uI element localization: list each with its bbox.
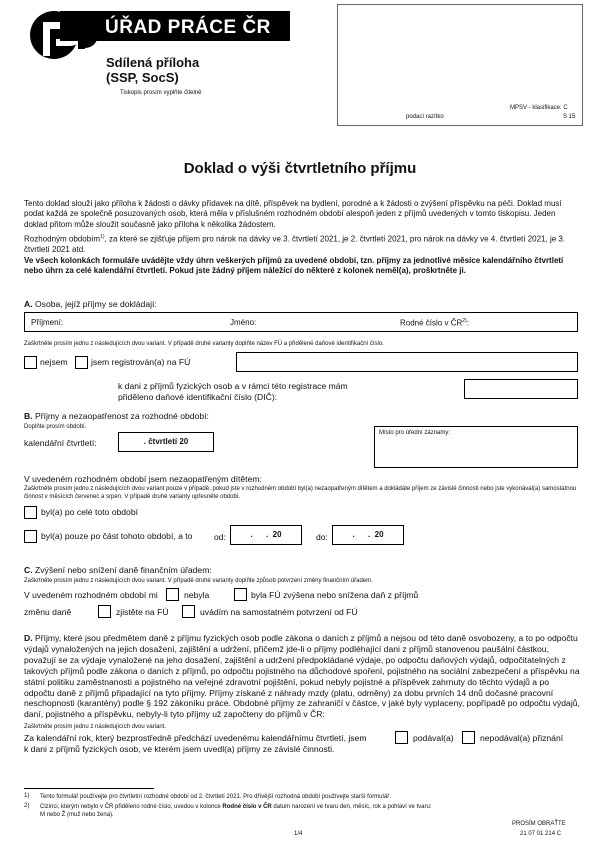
birth-number-colon: :	[466, 318, 469, 328]
not-registered-label: nejsem	[40, 357, 68, 367]
section-c-letter: C.	[24, 565, 33, 575]
part-period-checkbox[interactable]	[24, 530, 37, 543]
person-row	[24, 312, 578, 332]
footnote-2-part-b: datum narození ve tvaru den, měsíc, rok a pohlaví ve tvaru:	[271, 804, 432, 810]
separate-confirmation-label: uvádím na samostatném potvrzení od FÚ	[200, 607, 358, 617]
find-at-fu-checkbox[interactable]	[98, 605, 111, 618]
section-d-text	[24, 633, 580, 720]
registered-checkbox[interactable]	[75, 356, 88, 369]
office-name: ÚŘAD PRÁCE ČR	[105, 17, 271, 38]
fill-instruction: Tiskopis prosím vyplňte čitelně	[120, 90, 202, 96]
whole-period-checkbox[interactable]	[24, 506, 37, 519]
quarter-value: . čtvrtletí 20	[143, 437, 189, 446]
footnote-2-bold: Rodné číslo v ČR	[222, 804, 272, 810]
page-number: 1/4	[294, 831, 303, 837]
office-records-label: Místo pro úřední záznamy:	[379, 430, 451, 436]
footnote-divider	[24, 788, 154, 789]
form-version: 21 07 01 214 C	[520, 831, 562, 837]
stamp-label: podací razítko	[406, 114, 444, 120]
birth-number-text: Rodné číslo v ČR	[400, 318, 463, 328]
changed-label: byla FÚ zvýšena nebo snížena daň z příjmů	[251, 590, 419, 600]
tax-office-input[interactable]	[236, 352, 578, 372]
section-d-letter: D.	[24, 633, 33, 643]
footnote-ref-1: 1)	[100, 234, 105, 240]
section-c-heading	[24, 565, 212, 576]
dic-input[interactable]	[464, 379, 578, 399]
footnote-ref-2: 2)	[462, 318, 467, 324]
intro-period-start: Rozhodným obdobím	[24, 234, 101, 244]
section-b-letter: B.	[24, 411, 33, 421]
footnote-2-part-c: M nebo Ž (muž nebo žena).	[40, 812, 114, 818]
footnote-1-text: Tento formulář používejte pro čtvrtletní rozhodné období od 2. čtvrtletí 2021. Pro dřívější rozhodná období používejte starší formulář.	[40, 794, 391, 800]
intro-period	[24, 232, 580, 255]
not-registered-checkbox[interactable]	[24, 356, 37, 369]
section-a-heading	[24, 299, 157, 310]
quarter-input[interactable]	[118, 432, 214, 452]
surname-label[interactable]: Příjmení:	[31, 318, 64, 327]
return-question-2: k dani z příjmů fyzických osob, ve kterém jsem uvedl(a) příjmy ze závislé činnosti.	[24, 744, 335, 754]
return-question-1: Za kalendářní rok, který bezprostředně předchází uvedenému kalendářnímu čtvrtletí, jsem	[24, 733, 367, 743]
not-filed-return-label: nepodával(a) přiznání	[480, 733, 564, 743]
tax-change-line2: změnu daně	[24, 607, 72, 617]
footnote-2-mark: 2)	[24, 803, 30, 809]
to-label: do:	[316, 532, 328, 542]
intro-period-rest: , za které se zjišťuje příjem pro nárok na dávky ve 3. čtvrtletí 2021, je 2. čtvrtletí 2021, pro nárok na dávky ve 4. čtvrtletí 2021, je 3. čtvrtletí 2021 atd.	[24, 234, 566, 254]
not-changed-label: nebyla	[184, 590, 210, 600]
to-date-input[interactable]	[332, 525, 404, 545]
not-filed-return-checkbox[interactable]	[462, 731, 475, 744]
registered-label: jsem registrován(a) na FÚ	[91, 357, 191, 367]
turn-over: PROSÍM OBRAŤTE	[512, 821, 566, 827]
section-a-instruction: Zaškrtněte prosím jednu z následujících dvou variant. V případě druhé varianty doplňte název FÚ a přidělené daňové identifikační číslo.	[24, 341, 384, 347]
footnote-1-mark: 1)	[24, 793, 30, 799]
section-d-body: Příjmy, které jsou předmětem daně z příjmu fyzických osob podle zákona o daních z příjmů a nejsou od této daně osvobozeny, a to po odpočtu výdajů vynaložených na jejich dosažení, zajištění a udržení, přičemž jde-li o příjmy podléhající dani z příjmů stanovenou paušální částkou, považují se za výdaje vynaložené na jeho dosažení, zajištění a udržení předpokládané výdaje, po odpočtu daňových výdajů, odpočitatelných z takových příjmů podle zákona o daních z příjmů, po odpočtu pojistného na důchodové spoření, pojistného na sociální zabezpečení a příspěvku na státní politiku zaměstnanosti a pojistného na veřejné zdravotní pojištění, pokud nebyly pojistné a příspěvek zahrnuty do těchto výdajů a po odpočtu daně z příjmů připadající na tyto příjmy. Příjmy získané z náhrady mzdy (platu, odměny) za dobu prvních 14 dnů dočasné pracovní neschopnosti (karantény) podle § 192 zákoníku práce. Obdobné příjmy ze zahraničí v částce, v jaké byly vyplaceny, popřípadě po odpočtu výdajů, daní, pojistného a příspěvku, nebyly-li tyto příjmy už započteny do příjmů v ČR:	[24, 633, 580, 720]
doc-title: Doklad o výši čtvrtletního příjmu	[183, 160, 417, 177]
filed-return-checkbox[interactable]	[395, 731, 408, 744]
section-c-title: Zvýšení nebo snížení daně finančním úřadem:	[34, 565, 212, 575]
intro-bold: Ve všech kolonkách formuláře uvádějte vždy úhrn veškerých příjmů za uvedené období, tzn. příjmy za jednotlivé měsíce kalendářního čtvrtletí nebo úhrn za celé kalendářní čtvrtletí. Pokud jste žádný příjem náležící do některé z kolonek neměl(a), proškrtněte ji.	[24, 256, 564, 276]
section-b-heading	[24, 411, 209, 422]
name-label[interactable]: Jméno:	[230, 318, 257, 327]
tax-change-line1: V uvedeném rozhodném období mi	[24, 590, 158, 600]
part-period-label: byl(a) pouze po část tohoto období, a to	[41, 531, 193, 541]
footnote-2-part-a: Cizinci, kterým nebylo v ČR přiděleno rodné číslo, uvedou v kolonce	[40, 804, 223, 810]
section-b-instruction: Doplňte prosím období.	[24, 424, 87, 430]
from-date-mask: . . 20	[250, 530, 282, 539]
to-date-mask: . . 20	[352, 530, 384, 539]
section-a-letter: A.	[24, 299, 33, 309]
footnote-2-text	[40, 803, 510, 819]
child-heading: V uvedeném rozhodném období jsem nezaopatřeným dítětem:	[24, 474, 262, 484]
section-d-instruction: Zaškrtněte prosím jednu z následujících dvou variant.	[24, 724, 167, 730]
find-at-fu-label: zjistěte na FÚ	[116, 607, 169, 617]
office-banner	[60, 11, 290, 41]
child-instruction: Zaškrtněte prosím jednu z následujících dvou variant pouze v případě, pokud jste v rozhodném období byl(a) nezaopatřeným dítětem a dokládáte příjem ze závislé činnosti nebo jste vykonával(a) samostatnou činnost v měsících červenec a srpen. V případě druhé varianty upřesněte období.	[24, 486, 577, 500]
from-label: od:	[214, 532, 226, 542]
quarter-label: kalendářní čtvrtletí:	[24, 438, 97, 448]
dic-label: k dani z příjmů fyzických osob a v rámci této registrace mám přiděleno daňové identifikační číslo (DIČ):	[118, 381, 348, 402]
section-c-instruction: Zaškrtněte prosím jednu z následujících dvou variant. V případě druhé varianty doplňte způsob potvrzení změny finančním úřadem.	[24, 578, 373, 584]
classification: MPSV - klasifikace: C	[510, 105, 568, 111]
separate-confirmation-checkbox[interactable]	[182, 605, 195, 618]
form-title-2: (SSP, SocS)	[106, 70, 179, 85]
from-date-input[interactable]	[230, 525, 302, 545]
filed-return-label: podával(a)	[413, 733, 454, 743]
changed-checkbox[interactable]	[234, 588, 247, 601]
birth-number-label[interactable]	[400, 316, 469, 329]
form-code: S 15	[563, 114, 576, 120]
whole-period-label: byl(a) po celé toto období	[41, 507, 138, 517]
section-b-title: Příjmy a nezaopatřenost za rozhodné období:	[34, 411, 209, 421]
form-title-1: Sdílená příloha	[106, 55, 200, 70]
section-a-title: Osoba, jejíž příjmy se dokládají:	[34, 299, 157, 309]
not-changed-checkbox[interactable]	[166, 588, 179, 601]
intro-paragraph: Tento doklad slouží jako příloha k žádosti o dávky přídavek na dítě, příspěvek na bydlení, porodné a k žádosti o zvýšení příspěvku na péči. Doklad musí podat každá ze společně posuzovaných osob, která měla v příslušném rozhodném období alespoň jeden z příjmů uvedených v tomto tiskopisu. Jeden doklad přitom může sloužit současně jako příloha k několika žádostem.	[24, 199, 562, 229]
